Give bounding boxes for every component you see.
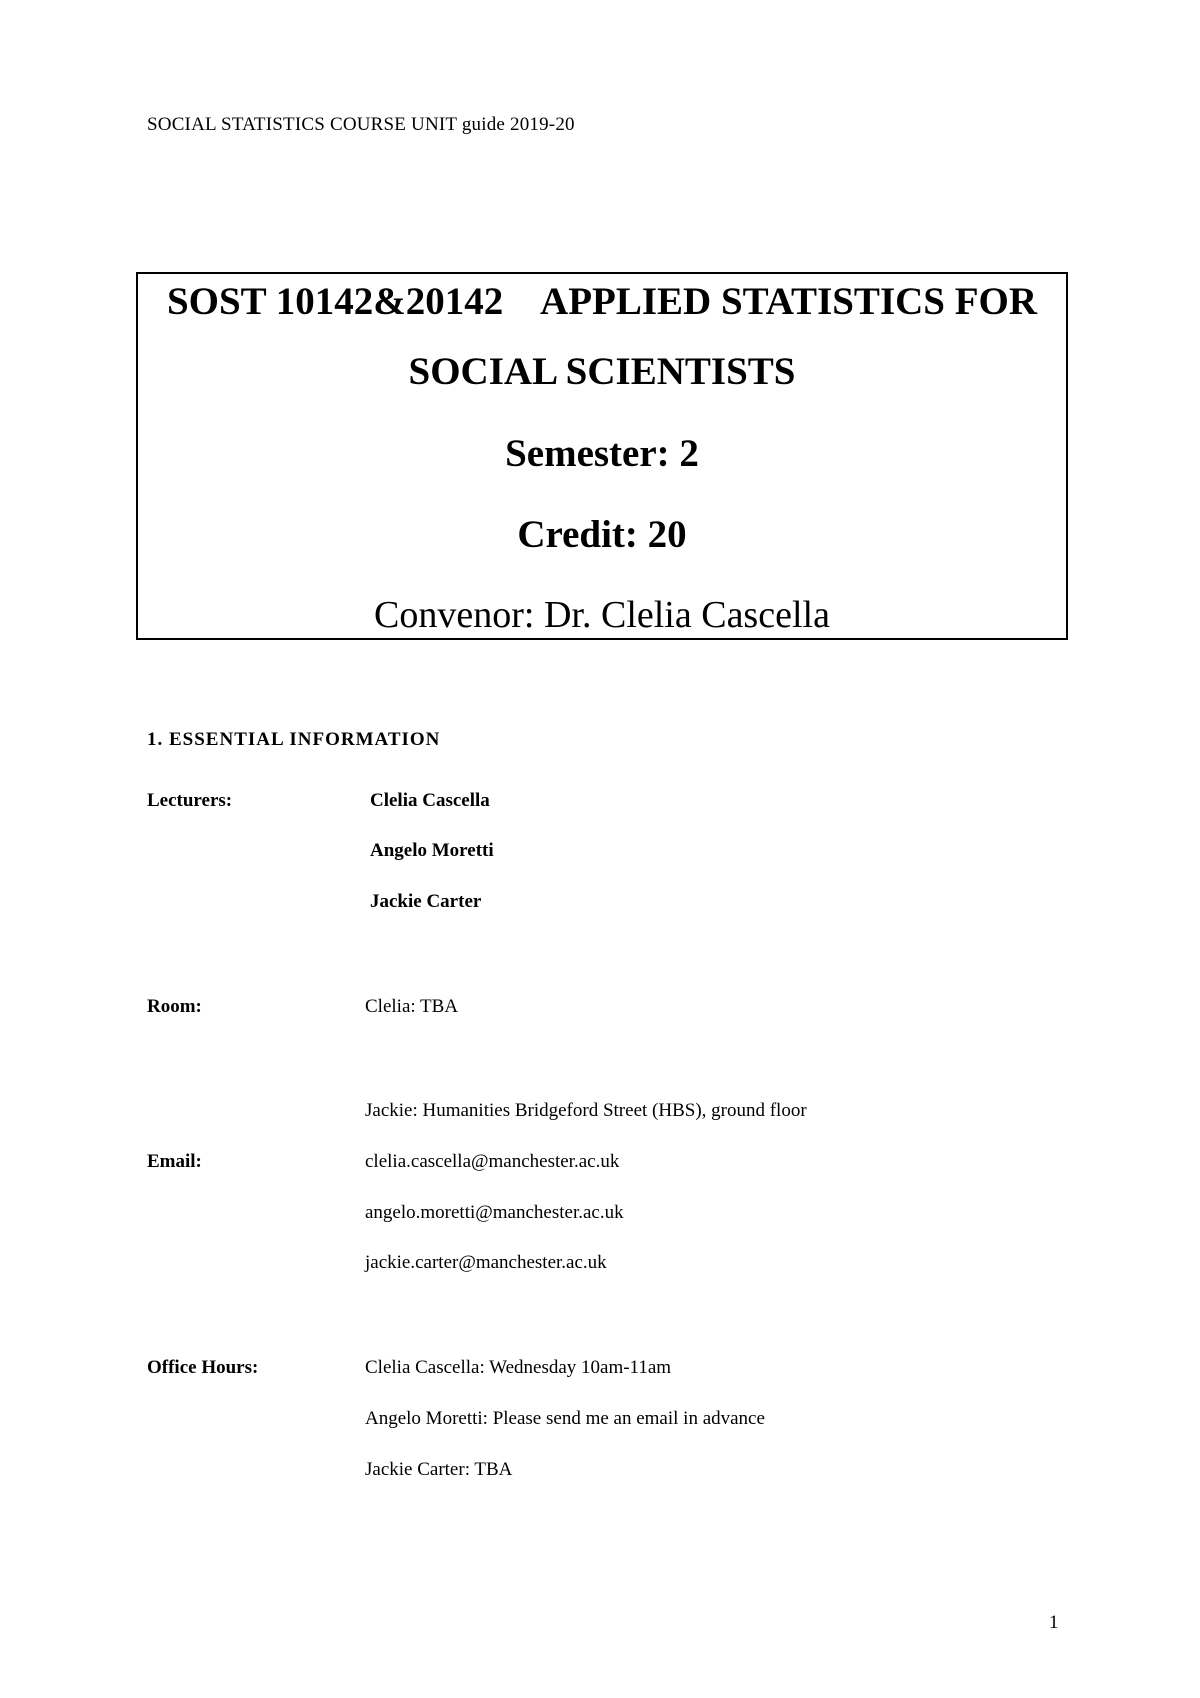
lecturer-name: Angelo Moretti	[370, 840, 494, 861]
convenor-label: Convenor: Dr. Clelia Cascella	[374, 594, 830, 636]
course-title-line-1: SOST 10142&20142 APPLIED STATISTICS FOR	[166, 280, 1038, 323]
running-header: SOCIAL STATISTICS COURSE UNIT guide 2019-20	[147, 114, 575, 135]
office-hours-value: Clelia Cascella: Wednesday 10am-11am	[365, 1357, 672, 1378]
office-hours-value: Jackie Carter: TBA	[365, 1459, 513, 1480]
course-title-line-2: SOCIAL SCIENTISTS	[408, 350, 796, 393]
room-label: Room:	[147, 996, 202, 1017]
course-title-box	[136, 272, 1068, 640]
lecturer-name: Clelia Cascella	[370, 790, 490, 811]
office-hours-value: Angelo Moretti: Please send me an email in advance	[365, 1408, 765, 1429]
room-value: Clelia: TBA	[365, 996, 459, 1017]
email-address[interactable]: clelia.cascella@manchester.ac.uk	[365, 1151, 620, 1172]
office-hours-label: Office Hours:	[147, 1357, 259, 1378]
credit-label: Credit: 20	[517, 513, 687, 556]
email-label: Email:	[147, 1151, 202, 1172]
lecturer-name: Jackie Carter	[370, 891, 482, 912]
semester-label: Semester: 2	[505, 432, 699, 475]
email-address[interactable]: jackie.carter@manchester.ac.uk	[365, 1252, 607, 1273]
email-address[interactable]: angelo.moretti@manchester.ac.uk	[365, 1202, 624, 1223]
lecturers-label: Lecturers:	[147, 790, 233, 811]
section-heading-essential-information: 1. ESSENTIAL INFORMATION	[147, 729, 441, 750]
room-value: Jackie: Humanities Bridgeford Street (HBS), ground floor	[365, 1100, 807, 1121]
page-number: 1	[1049, 1612, 1059, 1633]
